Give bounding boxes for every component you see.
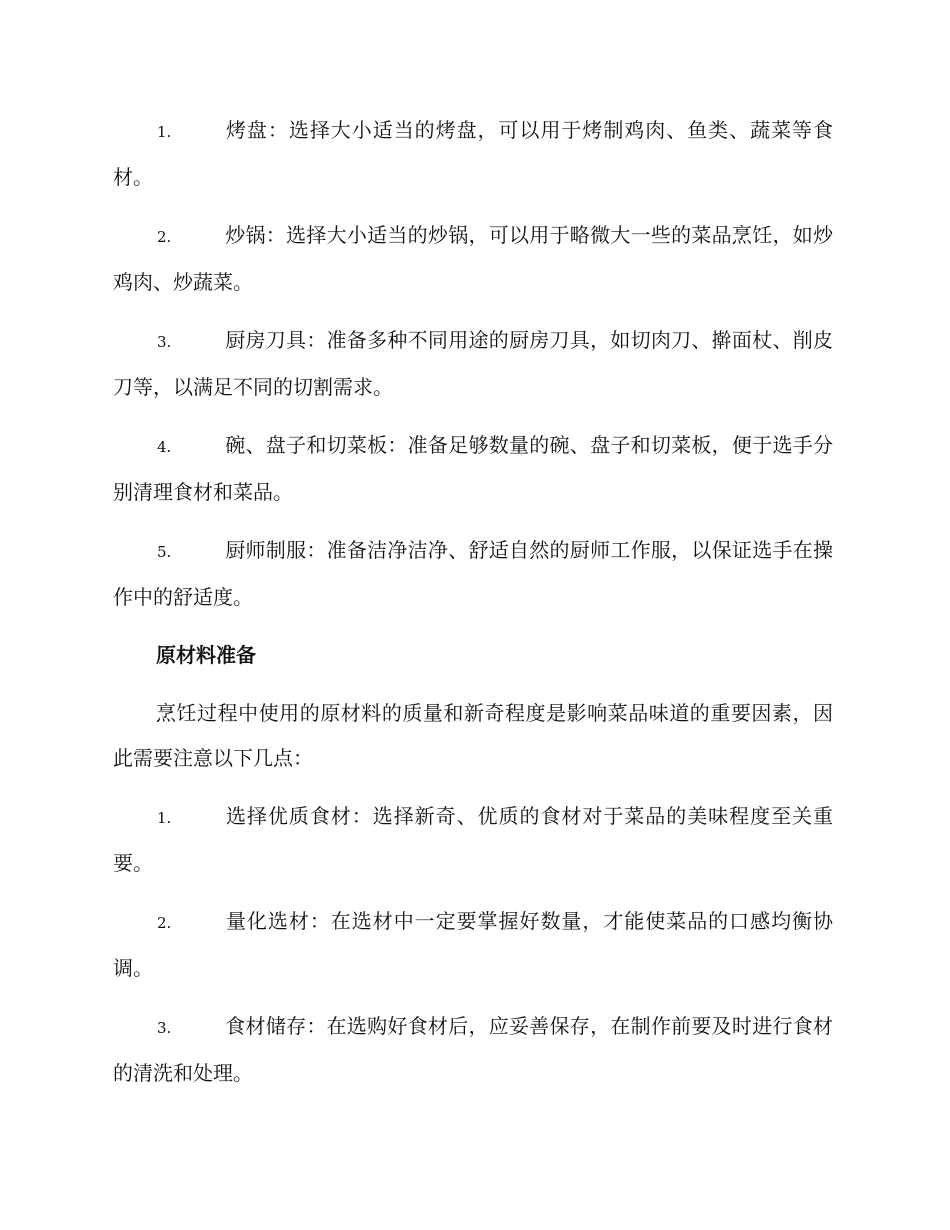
document-body [113, 108, 833, 1109]
list-text: 烤盘：选择大小适当的烤盘，可以用于烤制鸡肉、鱼类、蔬菜等食材。 [113, 118, 833, 189]
list-text: 碗、盘子和切菜板：准备足够数量的碗、盘子和切菜板，便于选手分别清理食材和菜品。 [113, 433, 833, 504]
list-item [113, 528, 833, 620]
list-text: 厨房刀具：准备多种不同用途的厨房刀具，如切肉刀、擀面杖、削皮刀等，以满足不同的切割需求。 [113, 328, 833, 399]
list-item [113, 1004, 833, 1096]
list-text: 厨师制服：准备洁净洁净、舒适自然的厨师工作服，以保证选手在操作中的舒适度。 [113, 538, 833, 609]
list-item [113, 899, 833, 991]
list-text: 食材储存：在选购好食材后，应妥善保存，在制作前要及时进行食材的清洗和处理。 [113, 1014, 833, 1085]
list-text: 炒锅：选择大小适当的炒锅，可以用于略微大一些的菜品烹饪，如炒鸡肉、炒蔬菜。 [113, 223, 833, 294]
list-number: 2. [157, 914, 172, 932]
list-number: 5. [157, 543, 172, 561]
list-number: 3. [157, 1019, 172, 1037]
list-item [113, 108, 833, 200]
list-item [113, 213, 833, 305]
list-text: 量化选材：在选材中一定要掌握好数量，才能使菜品的口感均衡协调。 [113, 909, 833, 980]
list-item [113, 318, 833, 410]
list-item [113, 794, 833, 886]
list-number: 2. [157, 228, 172, 246]
list-item [113, 423, 833, 515]
list-number: 1. [157, 123, 172, 141]
list-number: 3. [157, 333, 172, 351]
section-heading: 原材料准备 [156, 643, 256, 667]
intro-paragraph: 烹饪过程中使用的原材料的质量和新奇程度是影响菜品味道的重要因素，因此需要注意以下几点： [113, 701, 833, 770]
list-text: 选择优质食材：选择新奇、优质的食材对于菜品的美味程度至关重要。 [113, 804, 833, 875]
list-number: 4. [157, 438, 172, 456]
list-number: 1. [157, 809, 172, 827]
